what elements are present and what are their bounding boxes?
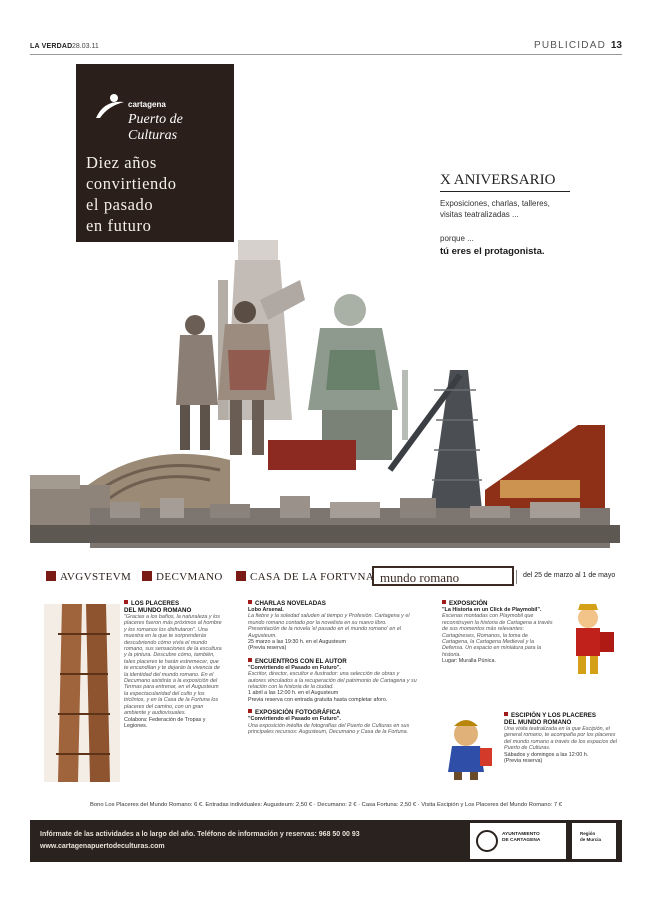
helmet-icon <box>46 571 56 581</box>
bullet-icon <box>248 709 252 713</box>
anniversary-porque: porque ... <box>440 234 474 243</box>
exposicion-body: Escenas montadas con Playmobil que reconstruyen la historia de Cartagena a través de sus momentos más relevantes: Cartagineses, Romanos, la toma de Cartagena, la Cartagena Medieval y la Defensa. Un espacio en miniatura para la historia. <box>442 613 553 658</box>
scipio-cartoon-image <box>440 718 496 780</box>
fotografica-block <box>248 709 418 735</box>
red-building-image <box>268 440 356 470</box>
charlas-body: La fiebre y la soledad saluden al tiempo y Profesión. Cartagena y el mundo romano contado por la novelista en su nuevo libro. Presentación de la novela 'el pasado en el mundo romano' en el Augusteum. <box>248 613 410 639</box>
exposicion-column <box>442 600 554 665</box>
puerto-culturas-logo-icon <box>94 92 128 120</box>
bullet-icon <box>248 658 252 662</box>
bullet-icon <box>442 600 446 604</box>
mundo-romano-box <box>372 566 514 586</box>
anniversary-slogan: tú eres el protagonista. <box>440 246 545 257</box>
header-divider <box>30 54 622 55</box>
exposicion-title: EXPOSICIÓN <box>442 600 554 607</box>
ayuntamiento-logo <box>470 823 566 859</box>
anniversary-title: X ANIVERSARIO <box>440 172 570 192</box>
newspaper-name: LA VERDAD <box>30 43 73 50</box>
fotografica-subtitle: "Convirtiendo el Pasado en Futuro". <box>248 716 341 723</box>
headline <box>86 152 232 236</box>
headline-line: el pasado <box>86 195 154 214</box>
headline-line: convirtiendo <box>86 174 177 193</box>
encuentros-extra: Previa reserva con entrada gratuita hasta completar aforo. <box>248 696 388 703</box>
escipion-title: ESCIPIÓN Y LOS PLACERES DEL MUNDO ROMANO <box>504 712 597 726</box>
venue-augusteum <box>46 571 131 583</box>
section-label: PUBLICIDAD <box>533 40 606 51</box>
activities-section <box>30 600 622 785</box>
ayuntamiento-text: AYUNTAMIENTO DE CARTAGENA <box>502 832 541 843</box>
brand-panel <box>76 64 234 242</box>
placeres-column <box>124 600 224 729</box>
program-dates: del 25 de marzo al 1 de mayo <box>516 570 616 584</box>
anniversary-block <box>440 172 570 257</box>
escipion-when: Sábados y domingos a las 12:00 h. <box>504 751 589 758</box>
info-bar <box>30 820 622 862</box>
headline-line: en futuro <box>86 216 152 235</box>
logo-city-text: cartagena <box>128 100 166 109</box>
bullet-icon <box>248 600 252 604</box>
encuentros-title: ENCUENTROS CON EL AUTOR <box>248 658 418 665</box>
encuentros-body: Escritor, director, escultor e ilustrador: una selección de obras y autores vinculados a la recuperación del patrimonio de Cartagena y su relación con la historia de la ciudad. <box>248 671 417 691</box>
venue-casa-fortuna <box>236 571 374 583</box>
fotografica-title: EXPOSICIÓN FOTOGRÁFICA <box>248 709 418 716</box>
escipion-body: Una visita teatralizada en la que Escipión, el general romano, te acompaña por los placeres del mundo romano a través de los espacios del Puerto de Culturas. <box>504 726 617 752</box>
region-logo-text: Región de Murcia <box>580 831 602 842</box>
bullet-icon <box>504 712 508 716</box>
placeres-title: LOS PLACERES DEL MUNDO ROMANO <box>124 600 192 614</box>
venue-label: CASA DE LA FORTVNA <box>250 571 375 583</box>
region-logo <box>572 823 616 859</box>
escipion-column <box>504 712 620 764</box>
page-number: 13 <box>610 40 622 51</box>
anniversary-list-line: Exposiciones, charlas, talleres, <box>440 199 550 208</box>
column-icon <box>142 571 152 581</box>
fotografica-body: Una exposición inédita de fotografías del Puerto de Culturas en sus principales recursos: Augusteum, Decumano y Casa de la Fortuna. <box>248 722 410 736</box>
charlas-extra: (Previa reserva) <box>248 645 287 652</box>
charlas-block <box>248 600 418 652</box>
charlas-subtitle: Lobo Arsenal. <box>248 607 284 613</box>
page-header <box>30 40 622 54</box>
monuments-collage-image <box>30 240 620 560</box>
escipion-extra: (Previa reserva) <box>504 758 543 765</box>
placeres-credit: Colabora: Federación de Tropas y Legiones. <box>124 716 206 729</box>
anniversary-list-line: visitas teatralizadas ... <box>440 210 519 219</box>
prices-note: Bono Los Placeres del Mundo Romano: 6 €. Entradas individuales: Augusteum: 2,50 € · Decumano: 2 € · Casa Fortuna: 2,50 € · Visita Escipión y Los Placeres del Mundo Romano: 7 € <box>90 802 562 808</box>
logo-brand-text: Puerto de Culturas <box>128 112 183 143</box>
exposicion-where: Lugar: Muralla Púnica. <box>442 658 496 665</box>
venue-label: AVGVSTEVM <box>60 571 132 583</box>
headline-line: Diez años <box>86 153 157 172</box>
encuentros-subtitle: "Convirtiendo el Pasado en Futuro". <box>248 664 341 671</box>
issue-date: 28.03.11 <box>72 43 99 50</box>
anniversary-activities <box>440 198 570 220</box>
mundo-romano-label: mundo romano <box>380 570 460 585</box>
website-link[interactable]: www.cartagenapuertodeculturas.com <box>40 843 165 850</box>
charlas-when: 25 marzo a las 19:30 h. en el Augusteum <box>248 639 346 646</box>
city-seal-icon <box>476 830 498 852</box>
venue-label: DECVMANO <box>156 571 223 583</box>
exposicion-subtitle: "La Historia en un Click de Playmobil". <box>442 607 542 613</box>
encuentros-when: 1 abril a las 12:00 h. en el Augusteum <box>248 690 339 697</box>
info-phone-line: Infórmate de las actividades a lo largo del año. Teléfono de información y reservas: 968 50 00 93 <box>40 831 360 838</box>
venue-decumano <box>142 571 223 583</box>
roman-statue-legs-image <box>44 604 120 782</box>
venue-bar <box>30 566 622 588</box>
charlas-title: CHARLAS NOVELADAS <box>248 600 418 607</box>
charlas-column <box>248 600 418 742</box>
bullet-icon <box>124 600 128 604</box>
encuentros-block <box>248 658 418 703</box>
mask-icon <box>236 571 246 581</box>
placeres-body: "Gracias a los baños, la naturaleza y los placeres fueron más próximos al hombre y los romanos los disfrutaron". Una muestra en la que te sorprenderás descubriendo cómo vivía el mundo romano, sus sensaciones de la escultura y la pintura. Descubre cómo, también, tales placeres te harán estremecer, que te encandilan y te dejarán la vivencia de la identidad del mundo romano. En el Decumano asistirás a la exposición del Termas para entrenar, en el Augusteum la espectacularidad del culto y los triclinios, y en la Casa de la Fortuna los placeres del camino, con un gran ambiente y audiovisuales. <box>124 614 222 717</box>
playmobil-roman-image <box>560 604 616 678</box>
